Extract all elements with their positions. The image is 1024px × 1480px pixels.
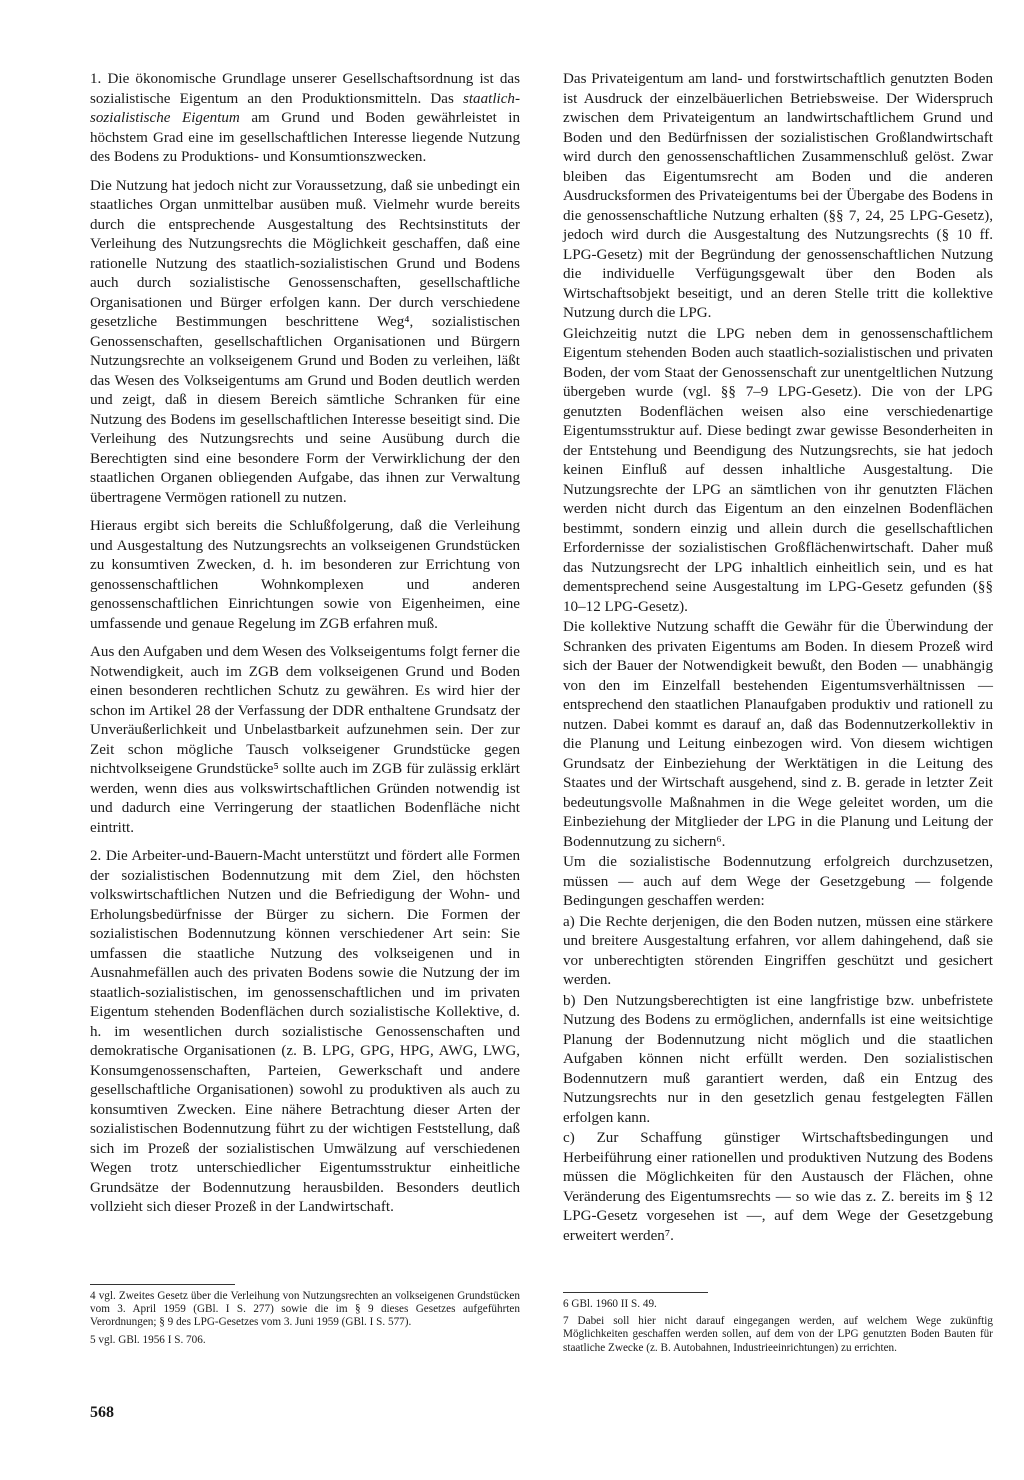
paragraph-10: a) Die Rechte derjenigen, die den Boden nutzen, müssen eine stärkere und breitere Ausgestaltung erfahren, vor allem dahingehend, daß sie vor unberechtigten störenden Eingriffen geschützt und gesichert werden.	[563, 913, 993, 988]
emphasis-text: staatlich-sozialistische Eigentum	[90, 90, 520, 126]
paragraph-4: Aus den Aufgaben und dem Wesen des Volkseigentums folgt ferner die Notwendigkeit, auch im ZGB dem volkseigenen Grund und Boden einen besonderen rechtlichen Schutz zu gewähren. Es wird hier der schon im Artikel 28 der Verfassung der DDR enthaltene Grundsatz der Unveräußerlichkeit und Unbelastbarkeit aufzunehmen sein. Der zur Zeit schon mögliche Tausch volkseigener Grundstücke gegen nichtvolkseigene Grundstücke⁵ sollte auch im ZGB für zulässig erklärt werden, wenn dies aus volkswirtschaftlichen Gründen notwendig ist und dadurch eine Verringerung der staatlichen Bodenfläche nicht eintritt.	[90, 644, 520, 836]
footnote-divider	[563, 1292, 708, 1293]
footnotes-right	[563, 1298, 993, 1359]
paragraph-7: Gleichzeitig nutzt die LPG neben dem in genossenschaftlichem Eigentum stehenden Boden auch staatlich-sozialistischen und privaten Boden, der vom Staat der Genossenschaft zur unentgeltlichen Nutzung übergeben wurde (vgl. §§ 7–9 LPG-Gesetz). Die von der LPG genutzten Bodenflächen weisen also eine verschiedenartige Eigentumsstruktur auf. Diese bedingt zwar gewisse Besonderheiten in der Entstehung und Beendigung des Nutzungsrechts, sie hat jedoch keinen Einfluß auf dessen inhaltliche Ausgestaltung. Die Nutzungsrechte der LPG an sämtlichen von ihr genutzten Flächen werden nicht durch das Eigentum an den einzelnen Bodenflächen bestimmt, sondern einzig und allein durch die gesellschaftlichen Erfordernisse der sozialistischen Großflächenwirtschaft. Daher muß das Nutzungsrecht der LPG inhaltlich einheitlich sein, und es hat dementsprechend seine Ausgestaltung im LPG-Gesetz gefunden (§§ 10–12 LPG-Gesetz).	[563, 325, 993, 615]
paragraph-text: am Grund und Boden gewährleistet in höchstem Grad eine im gesellschaftlichen Interesse liegende Nutzung des Bodens zu Produktions- und Konsumtionszwecken.	[90, 110, 521, 165]
footnotes-left	[90, 1290, 520, 1351]
paragraph-8: Die kollektive Nutzung schafft die Gewähr für die Überwindung der Schranken des privaten Eigentums am Boden. In diesem Prozeß wird sich der Bauer der Notwendigkeit bewußt, den Boden — unabhängig von den im Einzelfall bestehenden Eigentumsverhältnissen — entsprechend den staatlichen Planaufgaben produktiv und rationell zu nutzen. Dabei kommt es darauf an, daß das Bodennutzerkollektiv in die Planung und Leitung einbezogen wird. Von diesem wichtigen Grundsatz der Einbeziehung der Werktätigen in die Leitung des Staates und der Wirtschaft ausgehend, sind z. B. gerade in letzter Zeit bedeutungsvolle Maßnahmen in die Wege geleitet worden, um die Einbeziehung der Mitglieder der LPG in die Planung und Leitung der Bodennutzung zu sichern⁶.	[563, 619, 993, 850]
paragraph-1	[90, 70, 520, 168]
left-column	[90, 70, 520, 1227]
paragraph-6: Das Privateigentum am land- und forstwirtschaftlich genutzten Boden ist Ausdruck der einzelbäuerlichen Betriebsweise. Der Widerspruch zwischen dem Privateigentum an landwirtschaftlichem Grund und Boden und den Bedürfnissen der sozialistischen Großlandwirtschaft wird durch den genossenschaftlichen Zusammenschluß gelöst. Zwar bleiben das Eigentumsrecht am Boden und die anderen Ausdrucksformen des Privateigentums bei der Übergabe des Bodens in die genossenschaftliche Nutzung erhalten (§§ 7, 24, 25 LPG-Gesetz), jedoch wird durch die Ausgestaltung des Nutzungsrechts (§ 10 ff. LPG-Gesetz) mit der Begründung der genossenschaftlichen Nutzung die individuelle Verfügungsgewalt über den Boden als Wirtschaftsobjekt beseitigt, und an deren Stelle tritt die kollektive Nutzung durch die LPG.	[563, 71, 993, 321]
paragraph-12: c) Zur Schaffung günstiger Wirtschaftsbedingungen und Herbeiführung einer rationellen und produktiven Nutzung des Bodens müssen die Möglichkeiten für den Austausch der Flächen, ohne Veränderung des Eigentumsrechts — so wie das z. Z. bereits im § 12 LPG-Gesetz vorgesehen ist —, auf dem Wege der Gesetzgebung erweitert werden⁷.	[563, 1130, 993, 1244]
footnote-4: 4 vgl. Zweites Gesetz über die Verleihung von Nutzungsrechten an volkseigenen Grundstücken vom 3. April 1959 (GBl. I S. 277) sowie die im § 9 dieses Gesetzes aufgeführten Verordnungen; § 9 des LPG-Gesetzes vom 3. Juni 1959 (GBl. I S. 577).	[90, 1290, 520, 1329]
paragraph-text: 1. Die ökonomische Grundlage unserer Gesellschaftsordnung ist das sozialistische Eigentum an den Produktionsmitteln. Das	[90, 71, 520, 107]
footnote-divider	[90, 1284, 235, 1285]
paragraph-9: Um die sozialistische Bodennutzung erfolgreich durchzusetzen, müssen — auch auf dem Wege der Gesetzgebung — folgende Bedingungen geschaffen werden:	[563, 854, 993, 909]
footnote-7: 7 Dabei soll hier nicht darauf eingegangen werden, auf welchem Wege zukünftig Möglichkeiten geschaffen werden sollen, auf dem von der LPG genutzten Boden Bauten für staatliche Zwecke (z. B. Autobahnen, Industrieeinrichtungen) zu errichten.	[563, 1315, 993, 1354]
footnote-6: 6 GBl. 1960 II S. 49.	[563, 1298, 657, 1310]
paragraph-3: Hieraus ergibt sich bereits die Schlußfolgerung, daß die Verleihung und Ausgestaltung des Nutzungsrechts an volkseigenen Grundstücken zu konsumtiven Zwecken, d. h. im besonderen zur Errichtung von genossenschaftlichen Wohnkomplexen und anderen genossenschaftlichen Einrichtungen sowie von Eigenheimen, eine umfassende und genaue Regelung im ZGB erfahren muß.	[90, 518, 520, 632]
paragraph-11: b) Den Nutzungsberechtigten ist eine langfristige bzw. unbefristete Nutzung des Bodens zu ermöglichen, andernfalls ist eine weitsichtige Planung der Bodennutzung nicht möglich und die staatlichen Aufgaben können nicht erfüllt werden. Den sozialistischen Bodennutzern muß garantiert werden, daß ein Entzug des Nutzungsrechts nur in den gesetzlich genau festgelegten Fällen erfolgen kann.	[563, 992, 993, 1126]
right-column	[563, 70, 993, 1247]
footnote-5: 5 vgl. GBl. 1956 I S. 706.	[90, 1333, 206, 1346]
page-number: 568	[90, 1404, 114, 1421]
paragraph-2: Die Nutzung hat jedoch nicht zur Voraussetzung, daß sie unbedingt ein staatliches Organ unmittelbar ausüben muß. Vielmehr wurde bereits durch die entsprechende Ausgestaltung des Rechtsinstituts der Verleihung des Nutzungsrechts die Möglichkeit geschaffen, daß eine rationelle Nutzung des staatlich-sozialistischen Grund und Bodens auch durch sozialistische Genossenschaften, gesellschaftliche Organisationen und Bürger erfolgen kann. Der durch verschiedene gesetzliche Bestimmungen beschrittene Weg⁴, sozialistischen Genossenschaften, gesellschaftlichen Organisationen und Bürgern Nutzungsrechte an volkseigenem Grund und Boden zu verleihen, läßt das Wesen des Volkseigentums am Grund und Boden deutlich werden und zeigt, daß in diesem Bereich sämtliche Schranken für eine Nutzung des Bodens im gesellschaftlichen Interesse beseitigt sind. Die Verleihung des Nutzungsrechts und seine Ausübung durch die Berechtigten sind eine besondere Form der Verwirklichung der den staatlichen Organen obliegenden Aufgabe, das ihnen zur Verwaltung übertragene Vermögen rationell zu nutzen.	[90, 177, 520, 506]
paragraph-5: 2. Die Arbeiter-und-Bauern-Macht unterstützt und fördert alle Formen der sozialistischen Bodennutzung mit dem Ziel, den höchsten volkswirtschaftlichen Nutzen und die Befriedigung der Wohn- und Erholungsbedürfnisse der Bürger zu sichern. Die Formen der sozialistischen Bodennutzung können verschiedener Art sein: Sie umfassen die staatliche Nutzung des volkseigenen und in Ausnahmefällen auch des privaten Bodens sowie die Nutzung der im staatlich-sozialistischen, im genossenschaftlichen und im privaten Eigentum stehenden Bodenflächen durch sozialistische Kollektive, d. h. im wesentlichen durch sozialistische Genossenschaften und demokratische Organisationen (z. B. LPG, GPG, HPG, AWG, LWG, Konsumgenossenschaften, Parteien, Gewerkschaft und andere gesellschaftliche Organisationen) sowohl zu produktiven als auch zu konsumtiven Zwecken. Eine nähere Betrachtung dieser Arten der sozialistischen Bodennutzung führt zu der wichtigen Feststellung, daß sich im Prozeß der sozialistischen Umwälzung auf verschiedenen Wegen trotz unterschiedlicher Eigentumsstruktur einheitliche Grundsätze der Bodennutzung herausbilden. Besonders deutlich vollzieht sich dieser Prozeß in der Landwirtschaft.	[90, 848, 520, 1215]
